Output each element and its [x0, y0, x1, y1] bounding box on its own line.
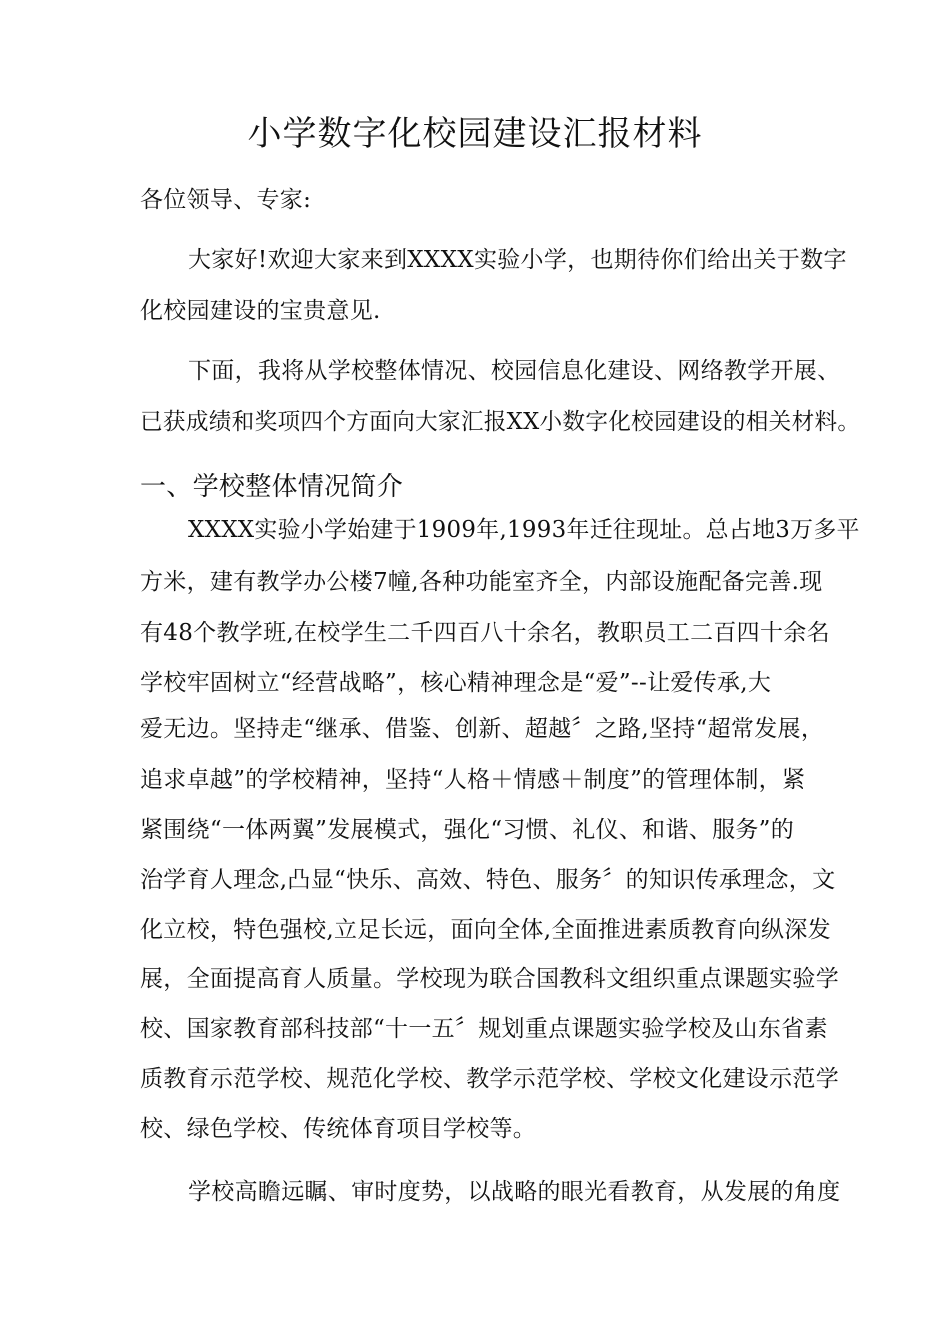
section-heading: 一、学校整体情况简介: [140, 472, 404, 502]
paragraph-line: 校、绿色学校、传统体育项目学校等。: [140, 1116, 537, 1142]
paragraph-line: 治学育人理念,凸显“快乐、高效、特色、服务〞的知识传承理念，文: [140, 867, 836, 893]
overview-line-2: 已获成绩和奖项四个方面向大家汇报XX小数字化校园建设的相关材料。: [140, 409, 861, 435]
document-title: 小学数字化校园建设汇报材料: [247, 114, 703, 154]
paragraph-line: 化立校，特色强校,立足长远，面向全体,全面推进素质教育向纵深发: [140, 917, 831, 943]
paragraph-line: 学校牢固树立“经营战略”，核心精神理念是“爱”--让爱传承,大: [140, 670, 772, 696]
paragraph-line: 校、国家教育部科技部“十一五〞规划重点课题实验学校及山东省素: [140, 1016, 828, 1042]
salutation: 各位领导、专家:: [140, 187, 312, 213]
paragraph-line: 紧围绕“一体两翼”发展模式，强化“习惯、礼仪、和谐、服务”的: [140, 817, 795, 843]
paragraph-line: 爱无边。坚持走“继承、借鉴、创新、超越〞之路,坚持“超常发展，: [140, 716, 825, 742]
intro-line-1: 大家好!欢迎大家来到XXXX实验小学，也期待你们给出关于数字: [188, 247, 847, 273]
overview-line-1: 下面，我将从学校整体情况、校园信息化建设、网络教学开展、: [188, 358, 841, 384]
paragraph-line: 质教育示范学校、规范化学校、教学示范学校、学校文化建设示范学: [140, 1066, 839, 1092]
paragraph-line: 方米，建有教学办公楼7幢,各种功能室齐全，内部设施配备完善.现: [140, 569, 823, 595]
paragraph-line: XXXX实验小学始建于1909年,1993年迁往现址。总占地3万多平: [188, 517, 860, 543]
paragraph-line: 追求卓越”的学校精神，坚持“人格＋情感＋制度”的管理体制，紧: [140, 767, 806, 793]
paragraph-line: 展，全面提高育人质量。学校现为联合国教科文组织重点课题实验学: [140, 966, 839, 992]
paragraph-line: 学校高瞻远瞩、审时度势，以战略的眼光看教育，从发展的角度: [188, 1179, 841, 1205]
paragraph-line: 有48个教学班,在校学生二千四百八十余名，教职员工二百四十余名: [140, 620, 830, 646]
intro-line-2: 化校园建设的宝贵意见.: [140, 298, 381, 324]
